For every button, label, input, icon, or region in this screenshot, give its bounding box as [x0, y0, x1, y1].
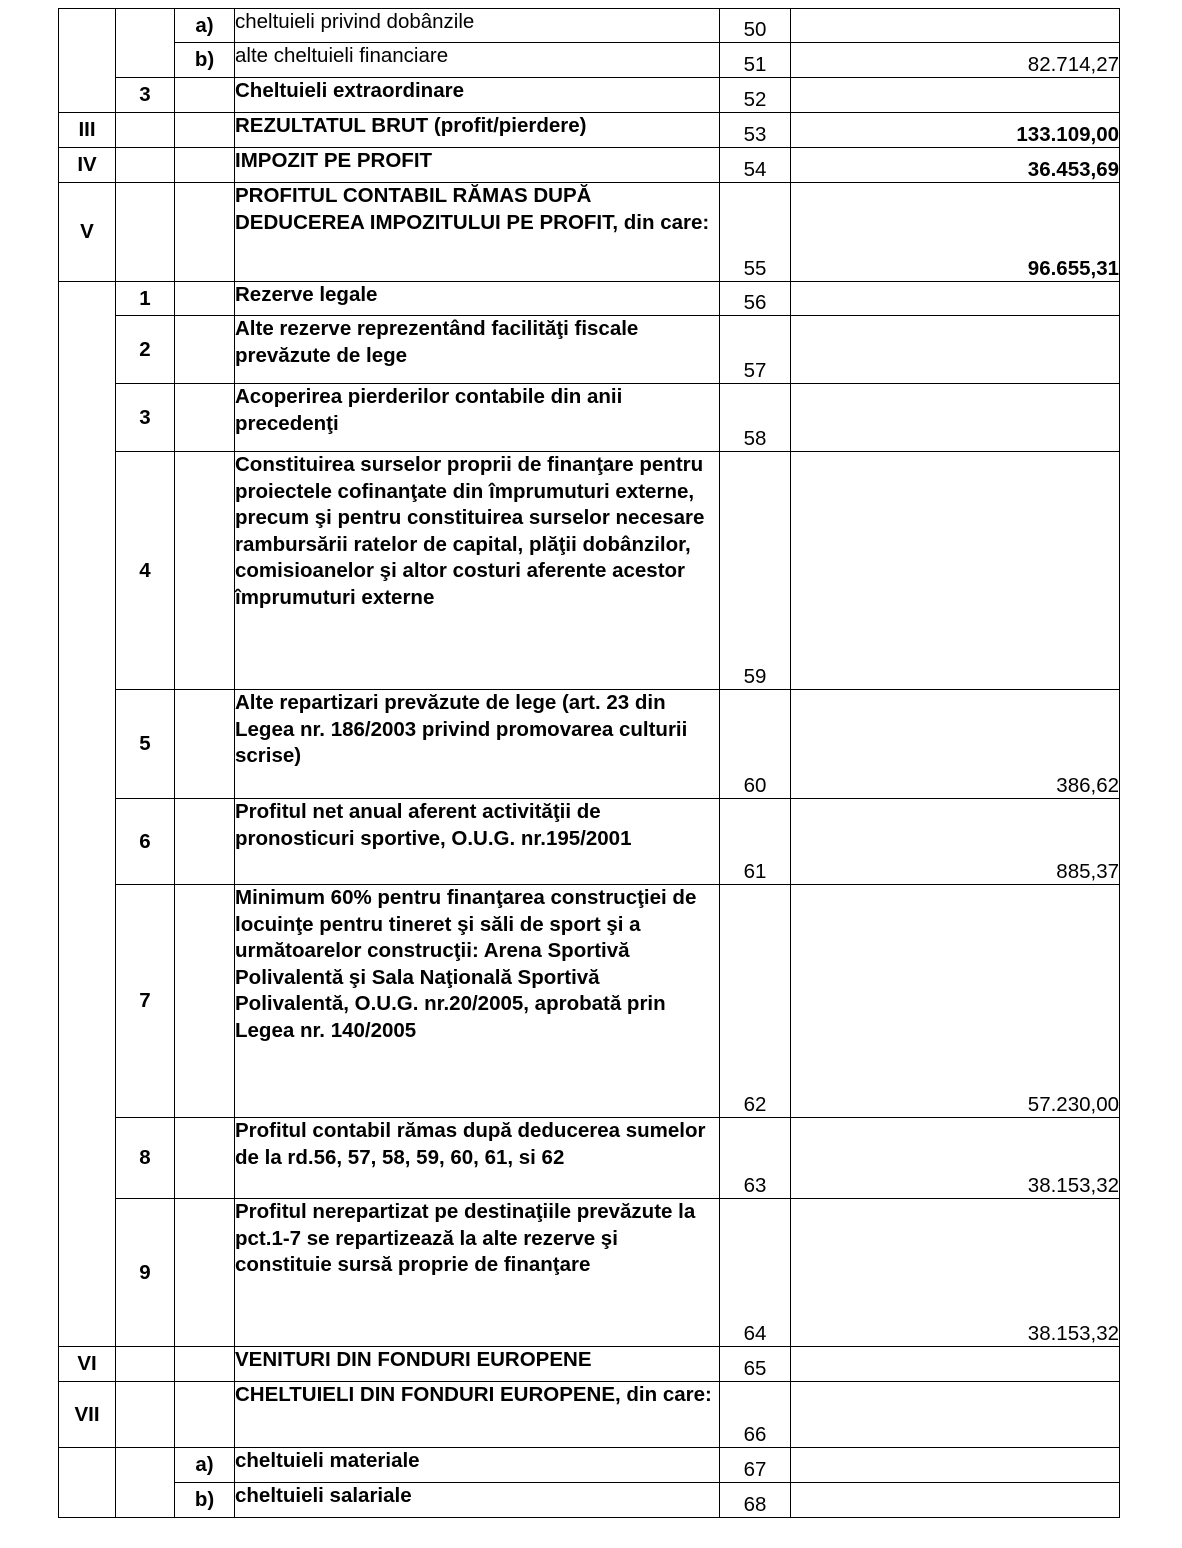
letter-cell: [175, 1118, 235, 1199]
value-cell: 885,37: [791, 799, 1120, 885]
value-cell: 38.153,32: [791, 1118, 1120, 1199]
value-cell: 133.109,00: [791, 113, 1120, 148]
value-cell: [791, 9, 1120, 43]
row-code-cell: 50: [720, 9, 791, 43]
letter-cell: [175, 316, 235, 384]
table-row: [59, 452, 1120, 690]
table-row: [59, 148, 1120, 183]
number-cell: 5: [116, 690, 175, 799]
table-row: [59, 1448, 1120, 1483]
number-cell: 6: [116, 799, 175, 885]
description-cell: Acoperirea pierderilor contabile din anii precedenţi: [235, 384, 720, 452]
description-cell: alte cheltuieli financiare: [235, 43, 720, 78]
row-code-cell: 51: [720, 43, 791, 78]
row-code-cell: 67: [720, 1448, 791, 1483]
table-row: [59, 282, 1120, 316]
letter-cell: [175, 1347, 235, 1382]
row-code-cell: 68: [720, 1483, 791, 1518]
value-cell: [791, 1483, 1120, 1518]
description-cell: Cheltuieli extraordinare: [235, 78, 720, 113]
number-cell: [116, 183, 175, 282]
row-code-cell: 59: [720, 452, 791, 690]
row-code-cell: 65: [720, 1347, 791, 1382]
description-cell: Rezerve legale: [235, 282, 720, 316]
number-cell: 4: [116, 452, 175, 690]
description-cell: Constituirea surselor proprii de finanţare pentru proiectele cofinanţate din împrumuturi externe, precum şi pentru constituirea surselor necesare rambursării ratelor de capital, plăţii dobânzilor, comisioanelor şi altor costuri aferente acestor împrumuturi externe: [235, 452, 720, 690]
row-code-cell: 53: [720, 113, 791, 148]
letter-cell: [175, 78, 235, 113]
number-cell: [116, 1448, 175, 1518]
row-code-cell: 60: [720, 690, 791, 799]
value-cell: 57.230,00: [791, 885, 1120, 1118]
table-row: [59, 43, 1120, 78]
description-cell: Profitul nerepartizat pe destinaţiile prevăzute la pct.1-7 se repartizează la alte rezerve şi constituie sursă proprie de finanţare: [235, 1199, 720, 1347]
description-cell: cheltuieli materiale: [235, 1448, 720, 1483]
row-code-cell: 52: [720, 78, 791, 113]
row-code-cell: 56: [720, 282, 791, 316]
number-cell: 7: [116, 885, 175, 1118]
description-cell: Alte repartizari prevăzute de lege (art. 23 din Legea nr. 186/2003 privind promovarea culturii scrise): [235, 690, 720, 799]
table-row: [59, 384, 1120, 452]
letter-cell: [175, 113, 235, 148]
letter-cell: [175, 1382, 235, 1448]
description-cell: IMPOZIT PE PROFIT: [235, 148, 720, 183]
number-cell: 3: [116, 384, 175, 452]
roman-cell: [59, 282, 116, 1347]
table-row: [59, 9, 1120, 43]
description-cell: Profitul contabil rămas după deducerea sumelor de la rd.56, 57, 58, 59, 60, 61, si 62: [235, 1118, 720, 1199]
number-cell: [116, 1382, 175, 1448]
table-row: [59, 1347, 1120, 1382]
value-cell: [791, 316, 1120, 384]
number-cell: 1: [116, 282, 175, 316]
letter-cell: b): [175, 1483, 235, 1518]
row-code-cell: 58: [720, 384, 791, 452]
letter-cell: [175, 1199, 235, 1347]
number-cell: 2: [116, 316, 175, 384]
number-cell: [116, 113, 175, 148]
roman-cell: IV: [59, 148, 116, 183]
number-cell: 3: [116, 78, 175, 113]
number-cell: 8: [116, 1118, 175, 1199]
description-cell: Alte rezerve reprezentând facilităţi fiscale prevăzute de lege: [235, 316, 720, 384]
letter-cell: a): [175, 1448, 235, 1483]
letter-cell: [175, 148, 235, 183]
table-row: [59, 885, 1120, 1118]
value-cell: 38.153,32: [791, 1199, 1120, 1347]
number-cell: [116, 148, 175, 183]
description-cell: Profitul net anual aferent activităţii de pronosticuri sportive, O.U.G. nr.195/2001: [235, 799, 720, 885]
value-cell: 96.655,31: [791, 183, 1120, 282]
description-cell: cheltuieli salariale: [235, 1483, 720, 1518]
letter-cell: [175, 799, 235, 885]
value-cell: [791, 384, 1120, 452]
description-cell: REZULTATUL BRUT (profit/pierdere): [235, 113, 720, 148]
table-row: [59, 1483, 1120, 1518]
table-row: [59, 183, 1120, 282]
letter-cell: b): [175, 43, 235, 78]
table-row: [59, 690, 1120, 799]
value-cell: 82.714,27: [791, 43, 1120, 78]
roman-cell: V: [59, 183, 116, 282]
row-code-cell: 61: [720, 799, 791, 885]
letter-cell: a): [175, 9, 235, 43]
financial-statement-table: [58, 8, 1120, 1518]
roman-cell: III: [59, 113, 116, 148]
letter-cell: [175, 183, 235, 282]
description-cell: Minimum 60% pentru finanţarea construcţiei de locuinţe pentru tineret şi săli de sport şi a următoarelor construcţii: Arena Sportivă Polivalentă şi Sala Naţională Sportivă Polivalentă, O.U.G. nr.20/2005, aprobată prin Legea nr. 140/2005: [235, 885, 720, 1118]
row-code-cell: 55: [720, 183, 791, 282]
table-row: [59, 1199, 1120, 1347]
row-code-cell: 62: [720, 885, 791, 1118]
value-cell: [791, 1347, 1120, 1382]
value-cell: [791, 452, 1120, 690]
table-row: [59, 799, 1120, 885]
value-cell: [791, 282, 1120, 316]
roman-cell: [59, 1448, 116, 1518]
letter-cell: [175, 282, 235, 316]
number-cell: [116, 9, 175, 78]
letter-cell: [175, 885, 235, 1118]
roman-cell: VII: [59, 1382, 116, 1448]
roman-cell: VI: [59, 1347, 116, 1382]
row-code-cell: 54: [720, 148, 791, 183]
roman-cell: [59, 9, 116, 113]
value-cell: [791, 1382, 1120, 1448]
row-code-cell: 64: [720, 1199, 791, 1347]
description-cell: PROFITUL CONTABIL RĂMAS DUPĂ DEDUCEREA IMPOZITULUI PE PROFIT, din care:: [235, 183, 720, 282]
number-cell: [116, 1347, 175, 1382]
description-cell: cheltuieli privind dobânzile: [235, 9, 720, 43]
table-row: [59, 78, 1120, 113]
value-cell: [791, 78, 1120, 113]
letter-cell: [175, 452, 235, 690]
description-cell: CHELTUIELI DIN FONDURI EUROPENE, din care:: [235, 1382, 720, 1448]
letter-cell: [175, 690, 235, 799]
value-cell: [791, 1448, 1120, 1483]
value-cell: 36.453,69: [791, 148, 1120, 183]
row-code-cell: 63: [720, 1118, 791, 1199]
table-row: [59, 113, 1120, 148]
number-cell: 9: [116, 1199, 175, 1347]
letter-cell: [175, 384, 235, 452]
row-code-cell: 57: [720, 316, 791, 384]
table-row: [59, 1382, 1120, 1448]
table-row: [59, 1118, 1120, 1199]
table-row: [59, 316, 1120, 384]
description-cell: VENITURI DIN FONDURI EUROPENE: [235, 1347, 720, 1382]
value-cell: 386,62: [791, 690, 1120, 799]
row-code-cell: 66: [720, 1382, 791, 1448]
